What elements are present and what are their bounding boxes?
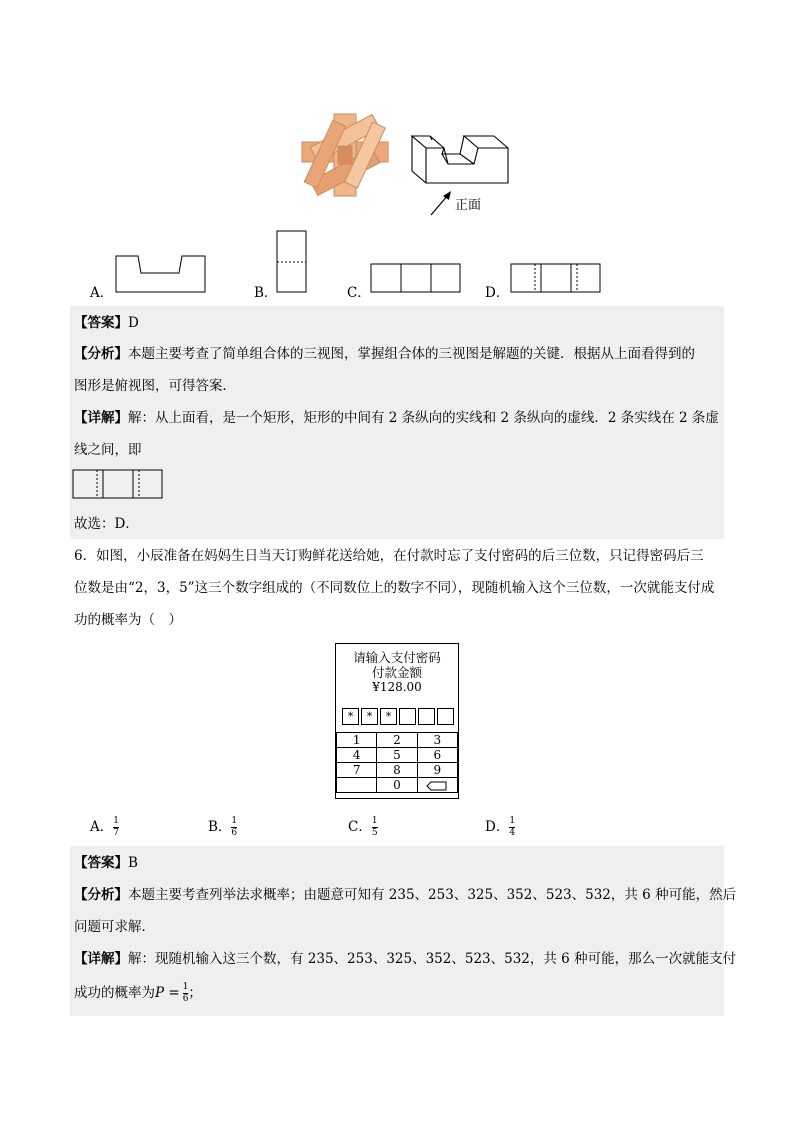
key-2[interactable]: 2 xyxy=(377,733,417,748)
wooden-puzzle-image xyxy=(296,112,394,198)
front-arrow-icon xyxy=(428,190,454,218)
fraction: $\frac{1}{7}$ xyxy=(113,816,119,838)
fraction: $\frac{1}{6}$ xyxy=(182,982,189,1004)
analysis-tag: 【分析】 xyxy=(74,887,128,903)
q6-stem-line-2: 位数是由“2，3，5”这三个数字组成的（不同数位上的数字不同），现随机输入这个三位数，一次就能支付成 xyxy=(74,580,715,596)
q5-option-c-figure xyxy=(370,263,462,294)
q5-detail-line-2: 线之间，即 xyxy=(74,442,142,458)
q5-option-d-label[interactable]: D． xyxy=(485,285,510,301)
password-box[interactable]: * xyxy=(361,708,378,725)
analysis-tag: 【分析】 xyxy=(74,346,128,362)
q5-answer-figure xyxy=(72,469,164,500)
detail-tag: 【详解】 xyxy=(74,951,128,967)
q6-stem-line-1: 6．如图，小辰准备在妈妈生日当天订购鲜花送给她，在付款时忘了支付密码的后三位数，只记得密码后三 xyxy=(74,548,704,564)
payment-amount: ¥128.00 xyxy=(372,680,422,694)
key-9[interactable]: 9 xyxy=(417,763,457,778)
payment-title: 请输入支付密码 xyxy=(353,650,441,665)
q6-detail-line-1: 【详解】解：现随机输入这三个数，有 235、253、325、352、523、532，共 6 种可能，那么一次就能支付 xyxy=(74,951,737,967)
q6-answer-value: B xyxy=(128,855,138,871)
q5-detail-line-1: 【详解】解：从上面看，是一个矩形，矩形的中间有 2 条纵向的实线和 2 条纵向的虚线．2 条实线在 2 条虚 xyxy=(74,410,719,426)
password-box[interactable]: * xyxy=(380,708,397,725)
q6-option-b[interactable]: B． $\frac{1}{6}$ xyxy=(208,816,238,838)
answer-tag: 【答案】 xyxy=(74,855,128,871)
password-boxes xyxy=(342,708,456,725)
q5-option-b-figure xyxy=(276,230,308,294)
q6-analysis-line-2: 问题可求解． xyxy=(74,919,155,935)
payment-amount-label: 付款金额 xyxy=(371,665,422,680)
q5-option-d-figure xyxy=(510,263,602,294)
q6-stem-line-3: 功的概率为（ ） xyxy=(74,612,182,628)
key-backspace[interactable] xyxy=(417,778,457,793)
key-4[interactable]: 4 xyxy=(337,748,377,763)
q6-analysis-line-1: 【分析】本题主要考查列举法求概率；由题意可知有 235、253、325、352、523、532，共 6 种可能，然后 xyxy=(74,887,737,903)
q5-answer-value: D xyxy=(128,315,139,331)
q5-option-b-label[interactable]: B． xyxy=(254,285,278,301)
key-blank[interactable] xyxy=(337,778,377,793)
key-7[interactable]: 7 xyxy=(337,763,377,778)
key-1[interactable]: 1 xyxy=(337,733,377,748)
backspace-icon xyxy=(426,781,448,791)
key-5[interactable]: 5 xyxy=(377,748,417,763)
fraction: $\frac{1}{6}$ xyxy=(231,816,238,838)
fraction: $\frac{1}{5}$ xyxy=(371,816,378,838)
key-6[interactable]: 6 xyxy=(417,748,457,763)
block-3d-figure xyxy=(408,128,514,188)
front-label: 正面 xyxy=(455,198,482,213)
q6-option-a[interactable]: A． $\frac{1}{7}$ xyxy=(90,816,119,838)
q6-option-d[interactable]: D． $\frac{1}{4}$ xyxy=(485,816,516,838)
q5-analysis-line-1: 【分析】本题主要考查了简单组合体的三视图，掌握组合体的三视图是解题的关键．根据从上面看得到的 xyxy=(74,346,695,362)
q5-analysis-line-2: 图形是俯视图，可得答案． xyxy=(74,378,236,394)
detail-tag: 【详解】 xyxy=(74,410,128,426)
password-box[interactable] xyxy=(418,708,435,725)
key-8[interactable]: 8 xyxy=(377,763,417,778)
q5-option-c-label[interactable]: C． xyxy=(347,285,371,301)
q5-option-a-figure xyxy=(115,255,207,295)
key-3[interactable]: 3 xyxy=(417,733,457,748)
password-box[interactable]: * xyxy=(342,708,359,725)
answer-tag: 【答案】 xyxy=(74,315,128,331)
password-box[interactable] xyxy=(437,708,454,725)
payment-panel xyxy=(335,643,459,799)
q6-option-c[interactable]: C． $\frac{1}{5}$ xyxy=(348,816,378,838)
q6-detail-line-2: 成功的概率为P = $\frac{1}{6}$ ； xyxy=(74,982,202,1004)
q5-option-a-label[interactable]: A． xyxy=(90,285,114,301)
q5-conclusion: 故选：D． xyxy=(74,516,139,532)
q5-answer-line xyxy=(74,313,139,333)
keypad xyxy=(336,732,458,793)
probability-formula: P = xyxy=(155,985,180,1001)
key-0[interactable]: 0 xyxy=(377,778,417,793)
q6-answer-line xyxy=(74,853,138,873)
fraction: $\frac{1}{4}$ xyxy=(509,816,516,838)
password-box[interactable] xyxy=(399,708,416,725)
